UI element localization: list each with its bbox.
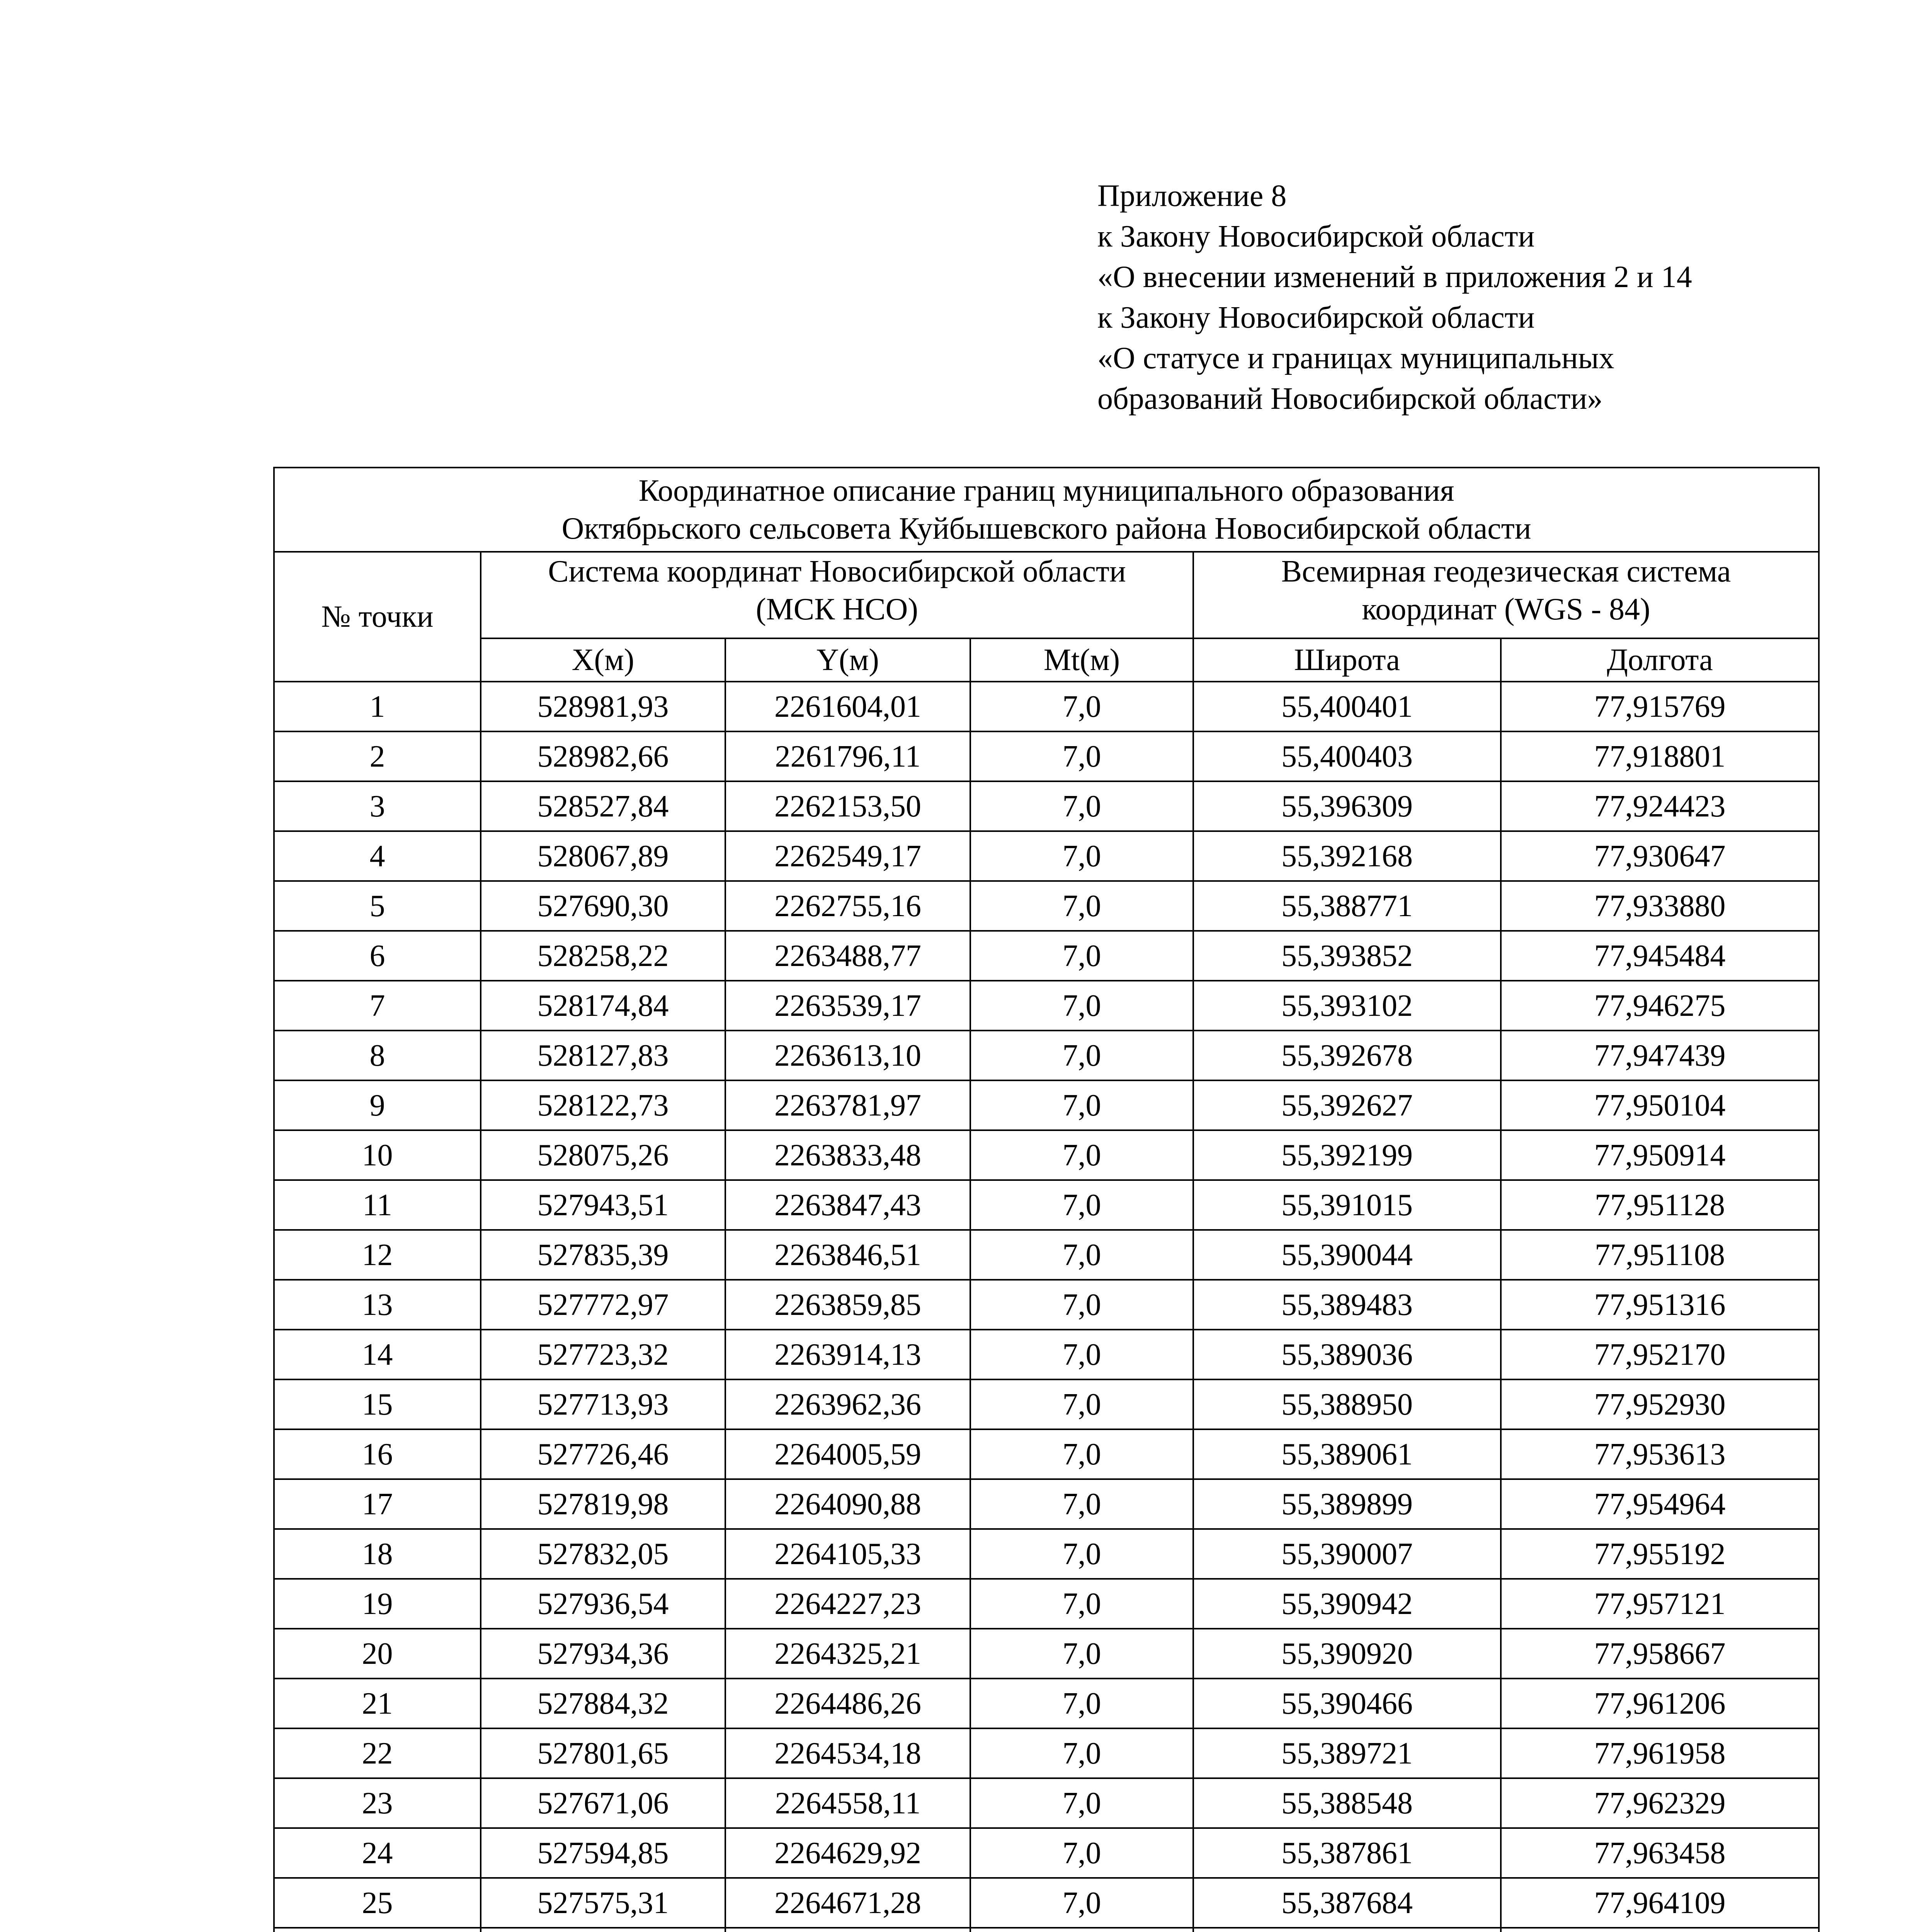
cell-x: 527575,31 xyxy=(481,1878,725,1928)
cell-y: 2264105,33 xyxy=(725,1529,970,1579)
cell-y: 2263539,17 xyxy=(725,981,970,1031)
cell-point-number: 18 xyxy=(274,1529,481,1579)
cell-latitude: 55,388771 xyxy=(1193,881,1501,931)
cell-y: 2264629,92 xyxy=(725,1828,970,1878)
cell-latitude: 55,389036 xyxy=(1193,1330,1501,1379)
cell-x: 528981,93 xyxy=(481,682,725,731)
cell-x: 528258,22 xyxy=(481,931,725,981)
cell-longitude: 77,950104 xyxy=(1501,1080,1819,1130)
cell-y: 2264534,18 xyxy=(725,1728,970,1778)
cell-x: 527726,46 xyxy=(481,1429,725,1479)
cell-point-number: 16 xyxy=(274,1429,481,1479)
cell-longitude xyxy=(1501,1928,1819,1932)
cell-longitude: 77,961206 xyxy=(1501,1679,1819,1728)
cell-mt: 7,0 xyxy=(970,1828,1193,1878)
cell-point-number: 24 xyxy=(274,1828,481,1878)
cell-mt: 7,0 xyxy=(970,731,1193,781)
cell-longitude: 77,957121 xyxy=(1501,1579,1819,1629)
cell-mt: 7,0 xyxy=(970,1031,1193,1080)
header-wgs-line: Всемирная геодезическая система xyxy=(1281,554,1731,588)
cell-longitude: 77,963458 xyxy=(1501,1828,1819,1878)
cell-latitude: 55,393852 xyxy=(1193,931,1501,981)
cell-latitude: 55,393102 xyxy=(1193,981,1501,1031)
cell-point-number: 17 xyxy=(274,1479,481,1529)
cell-longitude: 77,955192 xyxy=(1501,1529,1819,1579)
cell-y: 2264005,59 xyxy=(725,1429,970,1479)
header-y: Y(м) xyxy=(725,638,970,682)
cell-longitude: 77,952930 xyxy=(1501,1379,1819,1429)
cell-latitude: 55,392168 xyxy=(1193,831,1501,881)
cell-y: 2263846,51 xyxy=(725,1230,970,1280)
cell-y: 2264486,26 xyxy=(725,1679,970,1728)
table-title-line: Координатное описание границ муниципального образования xyxy=(638,474,1454,508)
cell-mt: 7,0 xyxy=(970,682,1193,731)
cell-latitude: 55,388548 xyxy=(1193,1778,1501,1828)
header-msk-line: (МСК НСО) xyxy=(755,592,919,626)
cell-mt: 7,0 xyxy=(970,1180,1193,1230)
cell-longitude: 77,961958 xyxy=(1501,1728,1819,1778)
cell-point-number: 1 xyxy=(274,682,481,731)
cell-mt: 7,0 xyxy=(970,1878,1193,1928)
cell-longitude: 77,946275 xyxy=(1501,981,1819,1031)
cell-x: 528075,26 xyxy=(481,1130,725,1180)
cell-point-number: 9 xyxy=(274,1080,481,1130)
cell-mt: 7,0 xyxy=(970,881,1193,931)
cell-point-number: 25 xyxy=(274,1878,481,1928)
appendix-header xyxy=(1097,176,1692,419)
cell-latitude: 55,392627 xyxy=(1193,1080,1501,1130)
table-row xyxy=(274,1180,1819,1230)
cell-x: 528982,66 xyxy=(481,731,725,781)
cell-longitude: 77,964109 xyxy=(1501,1878,1819,1928)
table-row xyxy=(274,931,1819,981)
cell-x: 527671,06 xyxy=(481,1778,725,1828)
cell-longitude: 77,945484 xyxy=(1501,931,1819,981)
table-subheader-row xyxy=(274,638,1819,682)
cell-x: 527772,97 xyxy=(481,1280,725,1330)
cell-mt: 7,0 xyxy=(970,1230,1193,1280)
table-row xyxy=(274,1080,1819,1130)
cell-mt: 7,0 xyxy=(970,1330,1193,1379)
cell-x: 528174,84 xyxy=(481,981,725,1031)
cell-latitude: 55,390942 xyxy=(1193,1579,1501,1629)
cell-y: 2262755,16 xyxy=(725,881,970,931)
cell-latitude: 55,400401 xyxy=(1193,682,1501,731)
cell-latitude: 55,390920 xyxy=(1193,1629,1501,1679)
cell-x: 527832,05 xyxy=(481,1529,725,1579)
cell-longitude: 77,951128 xyxy=(1501,1180,1819,1230)
header-mt: Mt(м) xyxy=(970,638,1193,682)
cell-point-number: 10 xyxy=(274,1130,481,1180)
cell-y: 2263833,48 xyxy=(725,1130,970,1180)
cell-point-number: 23 xyxy=(274,1778,481,1828)
cell-mt: 7,0 xyxy=(970,1579,1193,1629)
cell-longitude: 77,918801 xyxy=(1501,731,1819,781)
cell-latitude: 55,390007 xyxy=(1193,1529,1501,1579)
appendix-line: «О внесении изменений в приложения 2 и 14 xyxy=(1097,260,1692,294)
cell-y: 2264325,21 xyxy=(725,1629,970,1679)
cell-point-number xyxy=(274,1928,481,1932)
cell-x: 527690,30 xyxy=(481,881,725,931)
cell-latitude: 55,387684 xyxy=(1193,1878,1501,1928)
cell-longitude: 77,958667 xyxy=(1501,1629,1819,1679)
cell-point-number: 5 xyxy=(274,881,481,931)
cell-y: 2262153,50 xyxy=(725,781,970,831)
table-row xyxy=(274,981,1819,1031)
cell-x: 527594,85 xyxy=(481,1828,725,1878)
cell-point-number: 11 xyxy=(274,1180,481,1230)
cell-point-number: 19 xyxy=(274,1579,481,1629)
cell-point-number: 13 xyxy=(274,1280,481,1330)
cell-point-number: 7 xyxy=(274,981,481,1031)
cell-y: 2261604,01 xyxy=(725,682,970,731)
cell-y: 2264671,28 xyxy=(725,1878,970,1928)
cell-point-number: 3 xyxy=(274,781,481,831)
table-row xyxy=(274,881,1819,931)
cell-point-number: 12 xyxy=(274,1230,481,1280)
cell-mt: 7,0 xyxy=(970,1728,1193,1778)
table-row xyxy=(274,1679,1819,1728)
table-row xyxy=(274,1928,1819,1932)
cell-point-number: 15 xyxy=(274,1379,481,1429)
cell-latitude: 55,389721 xyxy=(1193,1728,1501,1778)
cell-latitude: 55,392678 xyxy=(1193,1031,1501,1080)
header-msk-group xyxy=(481,552,1193,638)
appendix-line: к Закону Новосибирской области xyxy=(1097,219,1535,253)
cell-mt: 7,0 xyxy=(970,831,1193,881)
cell-y: 2264227,23 xyxy=(725,1579,970,1629)
table-row xyxy=(274,1130,1819,1180)
cell-mt: 7,0 xyxy=(970,1280,1193,1330)
cell-y: 2261796,11 xyxy=(725,731,970,781)
cell-mt: 7,0 xyxy=(970,1429,1193,1479)
cell-mt xyxy=(970,1928,1193,1932)
cell-point-number: 2 xyxy=(274,731,481,781)
cell-point-number: 4 xyxy=(274,831,481,881)
cell-x: 527713,93 xyxy=(481,1379,725,1429)
cell-y: 2263488,77 xyxy=(725,931,970,981)
cell-x: 527884,32 xyxy=(481,1679,725,1728)
cell-point-number: 6 xyxy=(274,931,481,981)
table-row xyxy=(274,1629,1819,1679)
header-wgs-line: координат (WGS - 84) xyxy=(1362,592,1650,626)
table-row xyxy=(274,781,1819,831)
table-row xyxy=(274,1778,1819,1828)
cell-mt: 7,0 xyxy=(970,1379,1193,1429)
header-point-number: № точки xyxy=(274,552,481,682)
cell-mt: 7,0 xyxy=(970,1778,1193,1828)
table-title-row xyxy=(274,468,1819,552)
cell-longitude: 77,930647 xyxy=(1501,831,1819,881)
cell-y: 2263914,13 xyxy=(725,1330,970,1379)
cell-x: 528127,83 xyxy=(481,1031,725,1080)
table-row xyxy=(274,1330,1819,1379)
cell-longitude: 77,924423 xyxy=(1501,781,1819,831)
cell-x: 527819,98 xyxy=(481,1479,725,1529)
cell-latitude: 55,387861 xyxy=(1193,1828,1501,1878)
cell-longitude: 77,950914 xyxy=(1501,1130,1819,1180)
cell-x: 528122,73 xyxy=(481,1080,725,1130)
cell-longitude: 77,951316 xyxy=(1501,1280,1819,1330)
cell-longitude: 77,933880 xyxy=(1501,881,1819,931)
cell-x: 528067,89 xyxy=(481,831,725,881)
table-row xyxy=(274,1280,1819,1330)
header-wgs-group xyxy=(1193,552,1819,638)
cell-y: 2263859,85 xyxy=(725,1280,970,1330)
table-row xyxy=(274,1479,1819,1529)
cell-y: 2263613,10 xyxy=(725,1031,970,1080)
cell-longitude: 77,954964 xyxy=(1501,1479,1819,1529)
cell-mt: 7,0 xyxy=(970,1080,1193,1130)
table-row xyxy=(274,1031,1819,1080)
cell-latitude xyxy=(1193,1928,1501,1932)
table-row xyxy=(274,1828,1819,1878)
cell-latitude: 55,392199 xyxy=(1193,1130,1501,1180)
cell-longitude: 77,947439 xyxy=(1501,1031,1819,1080)
table-row xyxy=(274,1230,1819,1280)
cell-mt: 7,0 xyxy=(970,1629,1193,1679)
cell-x: 527934,36 xyxy=(481,1629,725,1679)
cell-y: 2263847,43 xyxy=(725,1180,970,1230)
table-row xyxy=(274,1878,1819,1928)
cell-mt: 7,0 xyxy=(970,1479,1193,1529)
cell-y: 2262549,17 xyxy=(725,831,970,881)
header-msk-line: Система координат Новосибирской области xyxy=(548,554,1126,588)
header-x: X(м) xyxy=(481,638,725,682)
cell-latitude: 55,389483 xyxy=(1193,1280,1501,1330)
appendix-line: «О статусе и границах муниципальных xyxy=(1097,341,1614,375)
table-title xyxy=(274,468,1819,552)
cell-longitude: 77,953613 xyxy=(1501,1429,1819,1479)
table-title-line: Октябрьского сельсовета Куйбышевского района Новосибирской области xyxy=(561,512,1531,546)
cell-y: 2263781,97 xyxy=(725,1080,970,1130)
cell-y xyxy=(725,1928,970,1932)
cell-mt: 7,0 xyxy=(970,1679,1193,1728)
cell-latitude: 55,390466 xyxy=(1193,1679,1501,1728)
table-row xyxy=(274,831,1819,881)
cell-y: 2263962,36 xyxy=(725,1379,970,1429)
cell-latitude: 55,388950 xyxy=(1193,1379,1501,1429)
table-row xyxy=(274,1429,1819,1479)
cell-mt: 7,0 xyxy=(970,1130,1193,1180)
cell-mt: 7,0 xyxy=(970,931,1193,981)
header-longitude: Долгота xyxy=(1501,638,1819,682)
table-row xyxy=(274,1579,1819,1629)
cell-x: 527936,54 xyxy=(481,1579,725,1629)
table-header-row xyxy=(274,552,1819,638)
cell-x: 527801,65 xyxy=(481,1728,725,1778)
cell-x: 527943,51 xyxy=(481,1180,725,1230)
cell-point-number: 22 xyxy=(274,1728,481,1778)
cell-x xyxy=(481,1928,725,1932)
cell-latitude: 55,389061 xyxy=(1193,1429,1501,1479)
cell-y: 2264090,88 xyxy=(725,1479,970,1529)
cell-latitude: 55,400403 xyxy=(1193,731,1501,781)
cell-mt: 7,0 xyxy=(970,781,1193,831)
cell-y: 2264558,11 xyxy=(725,1778,970,1828)
cell-x: 527835,39 xyxy=(481,1230,725,1280)
cell-point-number: 14 xyxy=(274,1330,481,1379)
cell-mt: 7,0 xyxy=(970,1529,1193,1579)
cell-latitude: 55,396309 xyxy=(1193,781,1501,831)
table-row xyxy=(274,1728,1819,1778)
coordinates-table xyxy=(273,467,1820,1932)
cell-longitude: 77,915769 xyxy=(1501,682,1819,731)
cell-longitude: 77,952170 xyxy=(1501,1330,1819,1379)
table-row xyxy=(274,682,1819,731)
cell-point-number: 21 xyxy=(274,1679,481,1728)
cell-latitude: 55,391015 xyxy=(1193,1180,1501,1230)
appendix-line: образований Новосибирской области» xyxy=(1097,382,1603,416)
header-latitude: Широта xyxy=(1193,638,1501,682)
cell-longitude: 77,951108 xyxy=(1501,1230,1819,1280)
cell-mt: 7,0 xyxy=(970,981,1193,1031)
cell-x: 528527,84 xyxy=(481,781,725,831)
table-row xyxy=(274,731,1819,781)
table-row xyxy=(274,1379,1819,1429)
appendix-line: Приложение 8 xyxy=(1097,179,1287,213)
cell-point-number: 20 xyxy=(274,1629,481,1679)
cell-longitude: 77,962329 xyxy=(1501,1778,1819,1828)
appendix-line: к Закону Новосибирской области xyxy=(1097,301,1535,335)
cell-point-number: 8 xyxy=(274,1031,481,1080)
cell-x: 527723,32 xyxy=(481,1330,725,1379)
table-row xyxy=(274,1529,1819,1579)
cell-latitude: 55,389899 xyxy=(1193,1479,1501,1529)
cell-latitude: 55,390044 xyxy=(1193,1230,1501,1280)
